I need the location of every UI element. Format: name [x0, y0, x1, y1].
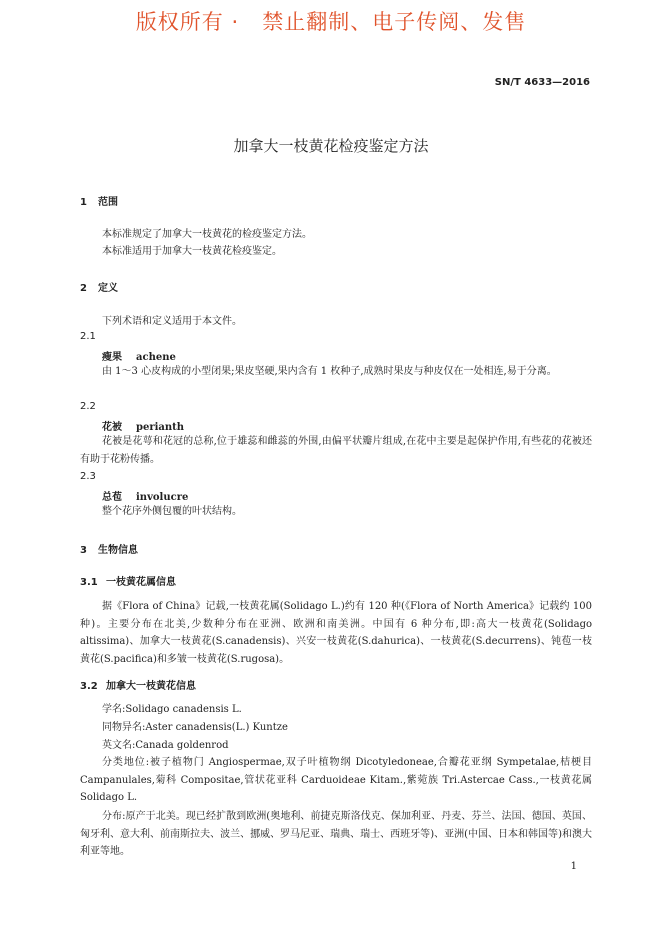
scope-paragraph-1: 本标准规定了加拿大一枝黄花的检疫鉴定方法。: [102, 229, 312, 240]
term-number-2-2: 2.2: [80, 401, 96, 412]
subsection-number: 3.1: [80, 577, 98, 588]
genus-info-paragraph: 据《Flora of China》记载,一枝黄花属(Solidago L.)约有 120 种(《Flora of North America》记载约 100 种)。主要分布在北美,少数种分布在亚洲、欧洲和南美洲。中国有 6 种分布,即:高大一枝黄花(Solidago altissima)、加拿大一枝黄花(S.canadensis)、兴安一枝黄花(S.dahurica)、一枝黄花(S.decurrens)、钝苞一枝黄花(S.pacifica)和多皱一枝黄花(S.rugosa)。: [80, 601, 592, 665]
section-number: 2: [80, 283, 87, 294]
term-definition-perianth: 花被是花萼和花冠的总称,位于雄蕊和雌蕊的外围,由偏平状瓣片组成,在花中主要是起保护作用,有些花的花被还有助于花粉传播。: [80, 436, 592, 465]
term-english: achene: [136, 352, 176, 363]
term-english: involucre: [136, 492, 189, 503]
subsection-title: 一枝黄花属信息: [106, 577, 176, 588]
subsection-3-2-heading: [80, 677, 196, 692]
scope-paragraph-2: 本标准适用于加拿大一枝黄花检疫鉴定。: [102, 246, 282, 257]
term-chinese: 瘦果: [102, 352, 122, 363]
subsection-3-1-heading: [80, 573, 176, 588]
section-title: 范围: [98, 197, 118, 208]
term-definition-involucre: 整个花序外侧包覆的叶状结构。: [102, 506, 242, 517]
section-number: 1: [80, 197, 87, 208]
subsection-number: 3.2: [80, 681, 98, 692]
classification-paragraph: 分类地位:被子植物门 Angiospermae,双子叶植物纲 Dicotyledoneae,合瓣花亚纲 Sympetalae,桔梗目 Campanulales,菊科 Compositae,管状花亚科 Carduoideae Kitam.,紫菀族 Tri.Astercae Cass.,一枝黄花属 Solidago L.: [80, 757, 592, 803]
term-involucre: [102, 488, 188, 503]
english-name: 英文名:Canada goldenrod: [102, 740, 229, 751]
term-chinese: 总苞: [102, 492, 122, 503]
term-number-2-1: 2.1: [80, 331, 96, 342]
section-number: 3: [80, 545, 87, 556]
term-number-2-3: 2.3: [80, 471, 96, 482]
term-perianth: [102, 418, 184, 433]
standard-number: SN/T 4633—2016: [494, 77, 590, 88]
section-1-heading: [80, 193, 118, 208]
term-achene: [102, 348, 176, 363]
copyright-watermark: 版权所有 · 禁止翻制、电子传阅、发售: [135, 10, 527, 34]
document-title: 加拿大一枝黄花检疫鉴定方法: [233, 137, 429, 155]
section-title: 定义: [98, 283, 118, 294]
term-english: perianth: [136, 422, 185, 433]
section-3-heading: [80, 541, 138, 556]
definitions-intro: 下列术语和定义适用于本文件。: [102, 316, 242, 327]
term-definition-achene: 由 1～3 心皮构成的小型闭果;果皮坚硬,果内含有 1 枚种子,成熟时果皮与种皮仅在一处相连,易于分离。: [102, 366, 557, 377]
term-chinese: 花被: [102, 422, 122, 433]
distribution-paragraph: 分布:原产于北美。现已经扩散到欧洲(奥地利、前捷克斯洛伐克、保加利亚、丹麦、芬兰、法国、德国、英国、匈牙利、意大利、前南斯拉夫、波兰、挪威、罗马尼亚、瑞典、瑞士、西班牙等)、亚洲(中国、日本和韩国等)和澳大利亚等地。: [80, 811, 592, 857]
scientific-name: 学名:Solidago canadensis L.: [102, 704, 242, 715]
section-2-heading: [80, 279, 118, 294]
section-title: 生物信息: [98, 545, 138, 556]
page-number: 1: [570, 861, 577, 872]
subsection-title: 加拿大一枝黄花信息: [106, 681, 196, 692]
synonym: 同物异名:Aster canadensis(L.) Kuntze: [102, 722, 288, 733]
